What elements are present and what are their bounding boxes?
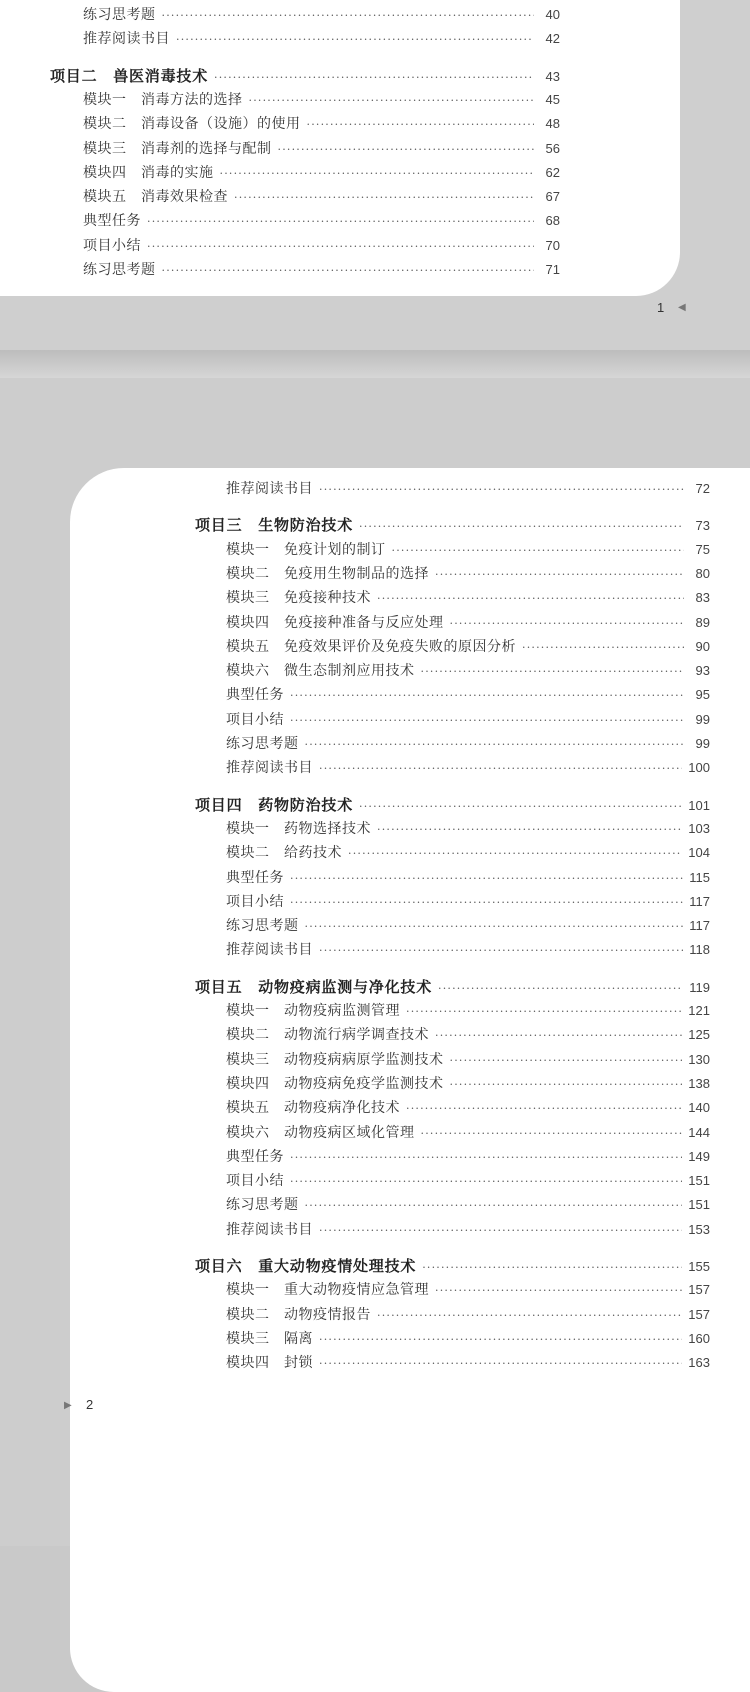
toc-leader-dots: [406, 1003, 682, 1021]
toc-entry-page-number: 138: [688, 1075, 710, 1091]
toc-leader-dots: [422, 1259, 682, 1277]
toc-entry: [226, 869, 710, 888]
toc-entry-label: 模块二 动物流行病学调查技术: [226, 1027, 429, 1044]
toc-entry-page-number: 42: [545, 31, 560, 47]
toc-entry: [226, 1196, 710, 1215]
toc-leader-dots: [319, 1222, 682, 1240]
toc-leader-dots: [421, 1125, 683, 1143]
toc-entry-label: 模块四 动物疫病免疫学监测技术: [226, 1075, 444, 1092]
toc-entry-page-number: 40: [545, 7, 560, 22]
toc-leader-dots: [377, 1307, 682, 1325]
toc-entry-label: 模块五 消毒效果检查: [83, 189, 228, 206]
page-marker-icon: ◀: [678, 302, 686, 313]
toc-leader-dots: [220, 165, 535, 183]
toc-entry-page-number: 104: [688, 845, 710, 861]
toc-entry-page-number: 45: [545, 91, 560, 107]
toc-leader-dots: [377, 590, 684, 608]
toc-entry: [226, 735, 710, 754]
toc-entry: [226, 1026, 710, 1045]
toc-entry-page-number: 99: [695, 711, 710, 727]
toc-entry: [226, 1099, 710, 1118]
toc-entry: [83, 261, 560, 280]
toc-entry: [83, 91, 560, 110]
toc-leader-dots: [359, 798, 682, 816]
toc-entry-page-number: 89: [695, 614, 710, 630]
page-1: [0, 0, 750, 350]
page-marker-icon: ▶: [64, 1400, 72, 1411]
toc-entry-label: 模块四 消毒的实施: [83, 164, 214, 181]
toc-leader-dots: [290, 894, 683, 912]
toc-entry-page-number: 99: [695, 736, 710, 751]
toc-entry-label: 项目三 生物防治技术: [195, 516, 354, 535]
toc-entry-label: 项目小结: [226, 711, 284, 728]
page-number: 2: [86, 1397, 94, 1412]
toc-entry-page-number: 73: [695, 518, 710, 534]
toc-entry: [226, 759, 710, 778]
toc-entry-label: 模块一 免疫计划的制订: [226, 541, 386, 558]
toc-entry-label: 练习思考题: [83, 7, 156, 23]
toc-entry-page-number: 90: [695, 638, 710, 654]
toc-leader-dots: [290, 1149, 682, 1167]
toc-entry: [226, 820, 710, 839]
toc-entry-label: 模块二 免疫用生物制品的选择: [226, 565, 429, 582]
toc-entry: [226, 614, 710, 633]
toc-entry-label: 练习思考题: [226, 918, 299, 935]
toc-entry: [226, 1051, 710, 1070]
toc-entry-label: 项目四 药物防治技术: [195, 795, 354, 814]
toc-entry-page-number: 83: [695, 590, 710, 606]
toc-entry-label: 推荐阅读书目: [226, 942, 313, 959]
toc-leader-dots: [319, 760, 682, 778]
toc-entry: [226, 662, 710, 681]
toc-entry-page-number: 163: [688, 1355, 710, 1371]
toc-entry-label: 模块二 动物疫情报告: [226, 1306, 371, 1323]
toc-leader-dots: [348, 845, 682, 863]
toc-entry: [83, 6, 560, 25]
toc-entry-page-number: 117: [689, 918, 710, 934]
toc-entry: [226, 480, 710, 499]
toc-entry-page-number: 43: [545, 68, 560, 84]
toc-leader-dots: [435, 1282, 682, 1300]
toc-entry-label: 推荐阅读书目: [226, 1221, 313, 1238]
toc-entry: [83, 237, 560, 256]
toc-entry-page-number: 67: [545, 189, 560, 205]
toc-project-entry: [195, 516, 710, 536]
toc-entry-label: 练习思考题: [226, 736, 299, 752]
toc-entry: [226, 1306, 710, 1325]
toc-entry: [226, 565, 710, 584]
toc-leader-dots: [319, 481, 684, 499]
toc-entry-page-number: 62: [545, 164, 560, 180]
toc-entry-page-number: 117: [689, 893, 710, 909]
toc-entry-page-number: 75: [695, 541, 710, 557]
toc-entry: [226, 917, 710, 936]
toc-entry-label: 推荐阅读书目: [226, 760, 313, 777]
toc-entry: [226, 1330, 710, 1349]
toc-entry: [226, 686, 710, 705]
toc-leader-dots: [435, 1027, 682, 1045]
toc-leader-dots: [162, 262, 535, 280]
toc-entry: [226, 941, 710, 960]
toc-leader-dots: [522, 639, 684, 657]
toc-entry: [226, 541, 710, 560]
toc-leader-dots: [234, 189, 534, 207]
toc-entry-label: 模块五 动物疫病净化技术: [226, 1100, 400, 1117]
toc-entry-page-number: 155: [688, 1259, 710, 1274]
toc-leader-dots: [290, 870, 683, 888]
toc-leader-dots: [249, 92, 535, 110]
toc-leader-dots: [290, 1173, 682, 1191]
toc-entry: [226, 589, 710, 608]
toc-entry: [83, 30, 560, 49]
toc-leader-dots: [162, 7, 535, 25]
toc-entry-page-number: 157: [688, 1306, 710, 1322]
toc-entry-page-number: 93: [695, 663, 710, 679]
toc-entry-page-number: 151: [688, 1197, 710, 1213]
toc-leader-dots: [421, 663, 685, 681]
toc-project-entry: [195, 1257, 710, 1277]
toc-entry-page-number: 144: [688, 1124, 710, 1140]
toc-entry-label: 项目小结: [83, 237, 141, 254]
toc-entry-label: 模块三 隔离: [226, 1330, 313, 1347]
toc-entry-page-number: 72: [695, 481, 710, 496]
toc-entry-page-number: 48: [545, 116, 560, 132]
toc-entry-page-number: 151: [688, 1173, 710, 1189]
toc-leader-dots: [450, 1076, 683, 1094]
toc-project-entry: [195, 978, 710, 998]
toc-leader-dots: [176, 31, 534, 49]
toc-entry-label: 典型任务: [226, 869, 284, 886]
toc-entry: [83, 212, 560, 231]
toc-entry-page-number: 68: [545, 213, 560, 229]
toc-entry-page-number: 95: [695, 687, 710, 703]
toc-entry-label: 项目小结: [226, 1173, 284, 1190]
toc-leader-dots: [278, 141, 535, 159]
toc-entry: [83, 115, 560, 134]
toc-leader-dots: [290, 687, 684, 705]
toc-entry: [226, 1148, 710, 1167]
toc-entry: [226, 1124, 710, 1143]
toc-entry-label: 模块四 封锁: [226, 1355, 313, 1372]
toc-entry-page-number: 101: [688, 797, 710, 813]
toc-entry-page-number: 125: [688, 1027, 710, 1043]
toc-entry-page-number: 160: [688, 1330, 710, 1346]
toc-entry-label: 推荐阅读书目: [226, 481, 313, 497]
toc-leader-dots: [450, 1052, 683, 1070]
toc-entry: [226, 1281, 710, 1300]
toc-entry: [226, 638, 710, 657]
toc-entry: [226, 1075, 710, 1094]
toc-entry-page-number: 71: [545, 262, 560, 277]
toc-entry: [226, 1221, 710, 1240]
toc-entry: [83, 140, 560, 159]
toc-entry-page-number: 153: [688, 1221, 710, 1237]
toc-leader-dots: [319, 1355, 682, 1373]
toc-leader-dots: [307, 116, 535, 134]
toc-entry: [226, 711, 710, 730]
toc-entry-label: 模块六 动物疫病区域化管理: [226, 1124, 415, 1141]
toc-entry-page-number: 118: [689, 942, 710, 958]
toc-entry-page-number: 119: [689, 979, 710, 995]
toc-entry: [83, 188, 560, 207]
toc-entry-label: 项目二 兽医消毒技术: [50, 66, 209, 85]
toc-leader-dots: [319, 1331, 682, 1349]
toc-entry: [83, 164, 560, 183]
toc-entry: [226, 1172, 710, 1191]
toc-entry-label: 模块二 给药技术: [226, 845, 342, 862]
toc-leader-dots: [377, 821, 682, 839]
toc-entry-page-number: 56: [545, 140, 560, 156]
toc-entry-page-number: 115: [689, 869, 710, 885]
toc-entry-label: 模块一 药物选择技术: [226, 820, 371, 837]
toc-entry: [226, 1354, 710, 1373]
toc-entry-label: 项目六 重大动物疫情处理技术: [195, 1257, 417, 1275]
toc-entry-label: 项目五 动物疫病监测与净化技术: [195, 977, 433, 996]
toc-entry-label: 典型任务: [226, 1148, 284, 1165]
toc-entry-page-number: 80: [695, 565, 710, 581]
toc-leader-dots: [305, 1197, 683, 1215]
toc-entry-label: 项目小结: [226, 893, 284, 910]
page-separator: [0, 350, 750, 378]
toc-project-entry: [195, 796, 710, 816]
toc-entry-label: 模块三 消毒剂的选择与配制: [83, 140, 272, 157]
toc-leader-dots: [147, 213, 534, 231]
toc-entry-label: 练习思考题: [226, 1197, 299, 1214]
toc-entry-page-number: 100: [688, 760, 710, 776]
toc-leader-dots: [359, 518, 684, 536]
toc-entry: [226, 844, 710, 863]
toc-entry: [226, 893, 710, 912]
toc-entry-page-number: 121: [688, 1003, 710, 1018]
toc-leader-dots: [438, 980, 683, 998]
toc-entry-label: 模块五 免疫效果评价及免疫失败的原因分析: [226, 638, 516, 655]
toc-entry-label: 推荐阅读书目: [83, 31, 170, 48]
toc-entry-label: 典型任务: [226, 687, 284, 704]
toc-project-entry: [50, 67, 560, 87]
toc-entry-label: 模块一 消毒方法的选择: [83, 91, 243, 108]
toc-leader-dots: [435, 566, 684, 584]
toc-entry-label: 典型任务: [83, 213, 141, 230]
toc-entry-page-number: 157: [688, 1282, 710, 1298]
toc-entry-page-number: 140: [688, 1100, 710, 1116]
toc-leader-dots: [290, 712, 684, 730]
toc-leader-dots: [214, 69, 534, 87]
page-2: [0, 378, 750, 1546]
toc-leader-dots: [147, 238, 534, 256]
toc-entry-label: 模块一 重大动物疫情应急管理: [226, 1282, 429, 1299]
toc-entry-label: 模块二 消毒设备（设施）的使用: [83, 116, 301, 133]
toc-entry-label: 练习思考题: [83, 262, 156, 278]
toc-entry-label: 模块三 免疫接种技术: [226, 590, 371, 607]
toc-leader-dots: [406, 1100, 682, 1118]
toc-leader-dots: [319, 942, 683, 960]
toc-entry-label: 模块六 微生态制剂应用技术: [226, 663, 415, 680]
toc-leader-dots: [450, 615, 685, 633]
toc-entry: [226, 1002, 710, 1021]
toc-leader-dots: [305, 736, 685, 754]
toc-leader-dots: [392, 542, 685, 560]
toc-entry-page-number: 103: [688, 820, 710, 836]
toc-entry-page-number: 149: [688, 1148, 710, 1164]
page-number: 1: [657, 300, 665, 315]
toc-entry-page-number: 70: [545, 237, 560, 253]
toc-entry-label: 模块三 动物疫病病原学监测技术: [226, 1051, 444, 1068]
toc-entry-label: 模块一 动物疫病监测管理: [226, 1003, 400, 1019]
toc-leader-dots: [305, 918, 684, 936]
toc-entry-label: 模块四 免疫接种准备与反应处理: [226, 614, 444, 631]
toc-entry-page-number: 130: [688, 1051, 710, 1067]
